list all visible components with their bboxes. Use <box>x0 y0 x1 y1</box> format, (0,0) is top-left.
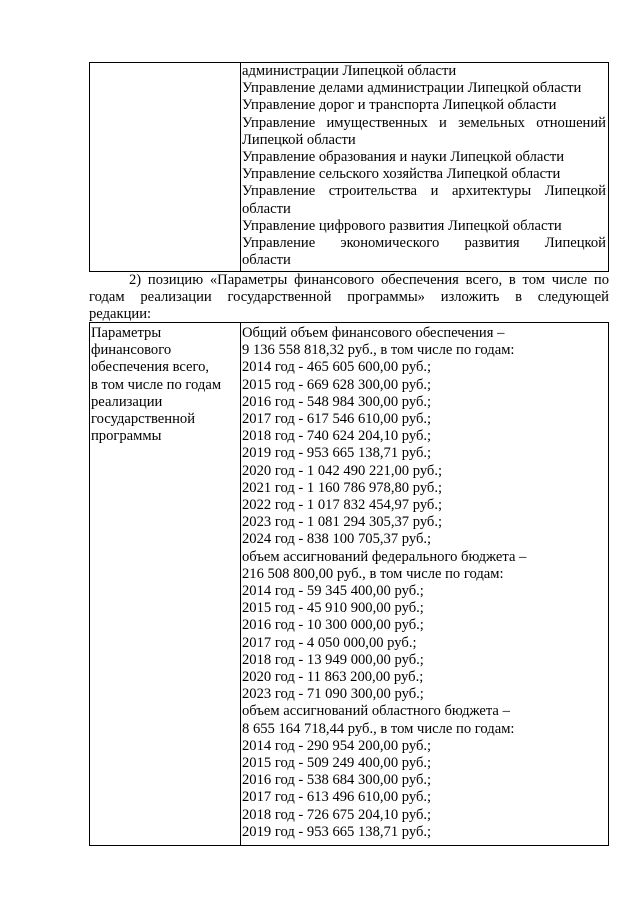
value-line: 2020 год - 11 863 200,00 руб.; <box>242 669 424 686</box>
label-line: программы <box>91 428 162 445</box>
paragraph-line: годам реализации государственной программы» изложить в следующей <box>89 289 609 306</box>
label-line: реализации <box>91 393 163 410</box>
executor-line: Управление делами администрации Липецкой области <box>242 80 582 97</box>
value-line: 2019 год - 953 665 138,71 руб.; <box>242 445 432 462</box>
value-line: 2017 год - 617 546 610,00 руб.; <box>242 411 432 428</box>
value-line: 2018 год - 13 949 000,00 руб.; <box>242 651 424 668</box>
value-line: 2017 год - 613 496 610,00 руб.; <box>242 789 432 806</box>
executors-table-empty-cell <box>90 63 241 271</box>
value-line: 2024 год - 838 100 705,37 руб.; <box>242 531 432 548</box>
paragraph-line: редакции: <box>89 306 152 323</box>
financing-table <box>89 322 609 846</box>
paragraph-line: 2) позицию «Параметры финансового обеспечения всего, в том числе по <box>129 272 609 288</box>
value-line: 2015 год - 509 249 400,00 руб.; <box>242 755 432 772</box>
executor-line: Управление экономического развития Липецкой <box>242 235 606 252</box>
label-line: обеспечения всего, <box>91 359 210 376</box>
financing-values-cell <box>242 325 606 841</box>
value-line: объем ассигнований федерального бюджета – <box>242 548 527 565</box>
label-line: в том числе по годам <box>91 376 222 393</box>
value-line: 2016 год - 538 684 300,00 руб.; <box>242 772 432 789</box>
value-line: 2017 год - 4 050 000,00 руб.; <box>242 634 417 651</box>
executors-list-cell <box>242 63 606 269</box>
value-line: 2018 год - 740 624 204,10 руб.; <box>242 428 432 445</box>
executor-line: Управление сельского хозяйства Липецкой области <box>242 166 561 183</box>
amendment-paragraph <box>89 272 609 324</box>
value-line: Общий объем финансового обеспечения – <box>242 325 505 341</box>
value-line: 2016 год - 548 984 300,00 руб.; <box>242 393 432 410</box>
executor-line: Управление цифрового развития Липецкой области <box>242 217 562 234</box>
executor-line: области <box>242 200 291 217</box>
label-line: государственной <box>91 411 196 428</box>
executor-line: области <box>242 252 291 269</box>
label-line: Параметры <box>91 325 162 341</box>
value-line: 2015 год - 45 910 900,00 руб.; <box>242 600 424 617</box>
executor-line: Липецкой области <box>242 131 356 148</box>
executor-line: Управление имущественных и земельных отношений <box>242 114 606 131</box>
value-line: 9 136 558 818,32 руб., в том числе по годам: <box>242 342 515 359</box>
value-line: 2019 год - 953 665 138,71 руб.; <box>242 823 432 840</box>
executor-line: Управление образования и науки Липецкой области <box>242 149 565 166</box>
value-line: 2014 год - 290 954 200,00 руб.; <box>242 737 432 754</box>
value-line: 2021 год - 1 160 786 978,80 руб.; <box>242 479 443 496</box>
value-line: 216 508 800,00 руб., в том числе по годам: <box>242 565 504 582</box>
value-line: 2018 год - 726 675 204,10 руб.; <box>242 806 432 823</box>
financing-label-cell <box>90 323 241 845</box>
value-line: 2015 год - 669 628 300,00 руб.; <box>242 376 432 393</box>
executor-line: администрации Липецкой области <box>242 63 457 79</box>
label-line: финансового <box>91 342 172 359</box>
value-line: 2014 год - 59 345 400,00 руб.; <box>242 583 424 600</box>
executors-table <box>89 62 609 272</box>
value-line: 2016 год - 10 300 000,00 руб.; <box>242 617 424 634</box>
executor-line: Управление строительства и архитектуры Липецкой <box>242 183 606 200</box>
value-line: 2014 год - 465 605 600,00 руб.; <box>242 359 432 376</box>
value-line: 2023 год - 71 090 300,00 руб.; <box>242 686 424 703</box>
value-line: 2020 год - 1 042 490 221,00 руб.; <box>242 462 443 479</box>
executor-line: Управление дорог и транспорта Липецкой области <box>242 97 557 114</box>
value-line: 8 655 164 718,44 руб., в том числе по годам: <box>242 720 515 737</box>
value-line: 2023 год - 1 081 294 305,37 руб.; <box>242 514 443 531</box>
value-line: 2022 год - 1 017 832 454,97 руб.; <box>242 497 443 514</box>
value-line: объем ассигнований областного бюджета – <box>242 703 510 720</box>
